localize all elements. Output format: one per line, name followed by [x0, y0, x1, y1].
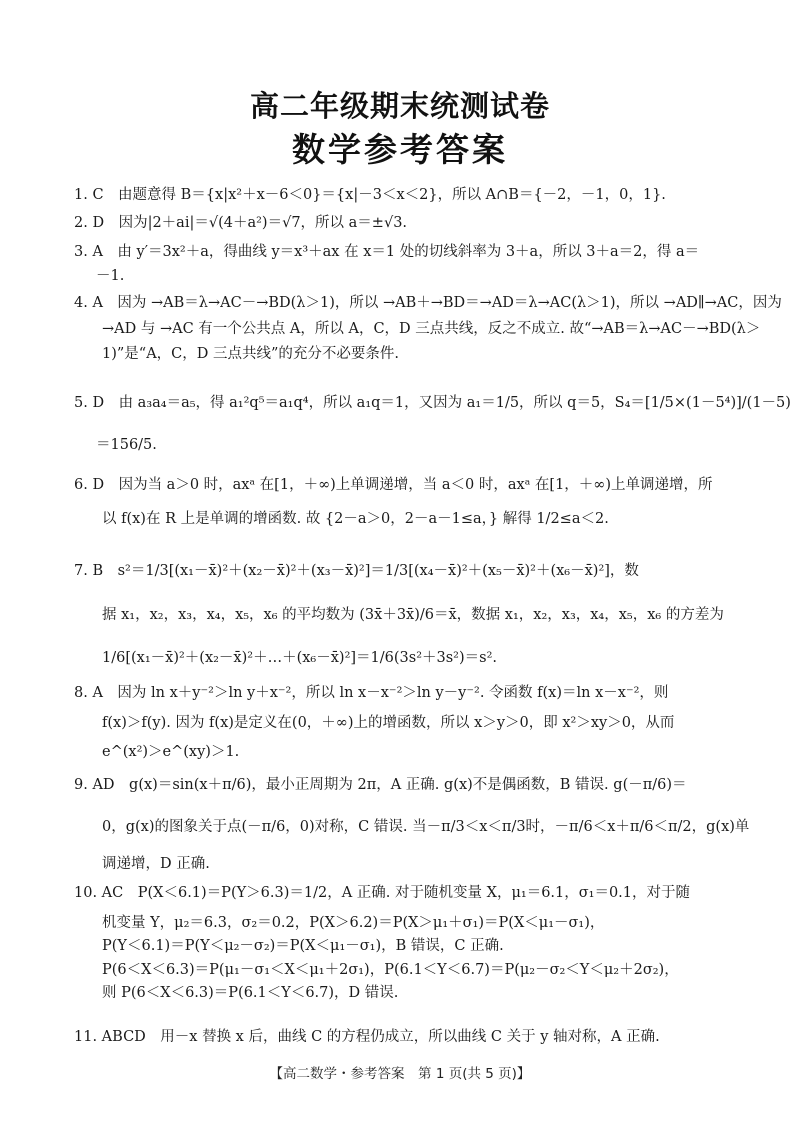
- answer-line: 以 f(x)在 R 上是单调的增函数. 故 {2－a＞0，2－a－1≤a，} 解得 1/2≤a＜2.: [102, 510, 609, 527]
- answer-line: 2. D 因为|2＋ai|＝√(4＋a²)＝√7，所以 a＝±√3.: [74, 215, 408, 231]
- answer-item-7: [74, 562, 734, 669]
- answer-line: P(6＜X＜6.3)＝P(μ₁－σ₁＜X＜μ₁＋2σ₁)，P(6.1＜Y＜6.7)＝P(μ₂－σ₂＜Y＜μ₂＋2σ₂)，: [102, 961, 679, 978]
- answer-line: P(Y＜6.1)＝P(Y＜μ₂－σ₂)＝P(X＜μ₁－σ₁)，B 错误，C 正确.: [102, 938, 504, 955]
- answer-line: 9. AD g(x)＝sin(x＋π/6)，最小正周期为 2π，A 正确. g(x)不是偶函数，B 错误. g(－π/6)＝: [74, 777, 687, 793]
- answer-line: 1. C 由题意得 B＝{x|x²＋x－6＜0}＝{x|－3＜x＜2}，所以 A∩B＝{－2，－1，0，1}.: [74, 187, 666, 203]
- answer-item-4: [74, 294, 782, 365]
- answer-line: 1)”是“A，C，D 三点共线”的充分不必要条件.: [102, 346, 400, 363]
- answer-line: f(x)＞f(y). 因为 f(x)是定义在(0，＋∞)上的增函数，所以 x＞y＞0，即 x²＞xy＞0，从而: [102, 714, 675, 731]
- answer-key-title: 数学参考答案: [292, 130, 508, 169]
- answer-line: 6. D 因为当 a＞0 时，axᵃ 在[1，＋∞)上单调递增，当 a＜0 时，axᵃ 在[1，＋∞)上单调递增，所: [74, 477, 713, 493]
- answer-item-10: [74, 884, 734, 1004]
- exam-title: 高二年级期末统测试卷: [249, 89, 550, 123]
- answer-line: 调递增，D 正确.: [102, 856, 210, 873]
- answer-line: 据 x₁，x₂，x₃，x₄，x₅，x₆ 的平均数为 (3x̄＋3x̄)/6＝x̄，数据 x₁，x₂，x₃，x₄，x₅，x₆ 的方差为: [102, 606, 724, 623]
- answer-line: 0，g(x)的图象关于点(－π/6，0)对称，C 错误. 当－π/3＜x＜π/3时，－π/6＜x＋π/6＜π/2，g(x)单: [102, 818, 750, 835]
- answer-line: 11. ABCD 用－x 替换 x 后，曲线 C 的方程仍成立，所以曲线 C 关于 y 轴对称，A 正确.: [74, 1029, 660, 1045]
- answer-line: ＝156/5.: [96, 436, 157, 453]
- answer-item-2: [74, 214, 734, 234]
- page-footer: 【高二数学・参考答案 第 1 页(共 5 页)】: [269, 1066, 531, 1082]
- answer-item-9: [74, 776, 750, 875]
- answer-item-11: [74, 1028, 734, 1048]
- answer-item-5: [74, 394, 791, 455]
- answer-line: e^(x²)＞e^(xy)＞1.: [102, 744, 240, 761]
- answer-line: －1.: [96, 267, 125, 284]
- answer-line: 7. B s²＝1/3[(x₁－x̄)²＋(x₂－x̄)²＋(x₃－x̄)²]＝1/3[(x₄－x̄)²＋(x₅－x̄)²＋(x₆－x̄)²]，数: [74, 563, 639, 579]
- answer-line: 则 P(6＜X＜6.3)＝P(6.1＜Y＜6.7)，D 错误.: [102, 985, 399, 1002]
- answer-line: 5. D 由 a₃a₄＝a₅，得 a₁²q⁵＝a₁q⁴，所以 a₁q＝1，又因为 a₁＝1/5，所以 q＝5，S₄＝[1/5×(1－5⁴)]/(1－5): [74, 395, 791, 411]
- answer-item-1: [74, 186, 734, 206]
- answer-item-8: [74, 684, 734, 763]
- answer-line: 8. A 因为 ln x＋y⁻²＞ln y＋x⁻²，所以 ln x－x⁻²＞ln y－y⁻². 令函数 f(x)＝ln x－x⁻²，则: [74, 685, 669, 701]
- answer-line: 3. A 由 y′＝3x²＋a，得曲线 y＝x³＋ax 在 x＝1 处的切线斜率为 3＋a，所以 3＋a＝2，得 a＝: [74, 244, 700, 260]
- answer-item-3: [74, 243, 734, 286]
- answer-line: 机变量 Y，μ₂＝6.3，σ₂＝0.2，P(X＞6.2)＝P(X＞μ₁＋σ₁)＝P(X＜μ₁－σ₁)，: [102, 914, 605, 931]
- answer-line: 10. AC P(X＜6.1)＝P(Y＞6.3)＝1/2，A 正确. 对于随机变量 X，μ₁＝6.1，σ₁＝0.1，对于随: [74, 885, 691, 901]
- answer-line: 4. A 因为 →AB＝λ→AC－→BD(λ＞1)，所以 →AB＋→BD＝→AD＝λ→AC(λ＞1)，所以 →AD∥→AC，因为: [74, 295, 782, 311]
- answer-item-6: [74, 476, 734, 529]
- answer-line: 1/6[(x₁－x̄)²＋(x₂－x̄)²＋…＋(x₆－x̄)²]＝1/6(3s²＋3s²)＝s².: [102, 650, 498, 667]
- answer-line: →AD 与 →AC 有一个公共点 A，所以 A，C，D 三点共线，反之不成立. 故“→AB＝λ→AC－→BD(λ＞: [102, 320, 761, 337]
